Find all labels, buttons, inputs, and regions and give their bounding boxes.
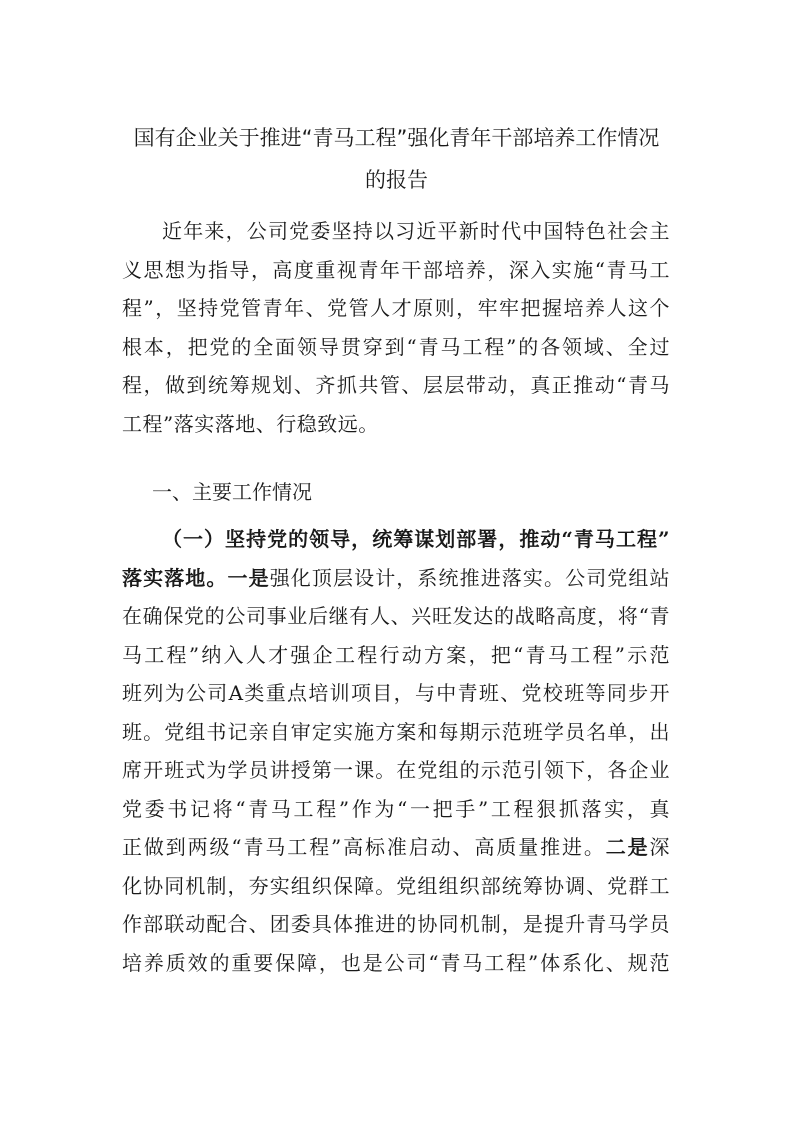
point-marker: 二是 [605,835,650,859]
intro-line: 工程”落实落地、行稳致远。 [122,411,379,436]
intro-line: 近年来，公司党委坚持以习近平新时代中国特色社会主 [162,219,670,243]
paragraph-text: 强化顶层设计，系统推进落实。公司党组站 [269,565,671,590]
paragraph-text: 深 [649,835,670,859]
section-heading: 一、主要工作情况 [152,480,312,504]
paragraph-line: 化协同机制，夯实组织保障。党组组织部统筹协调、党群工 [122,873,670,898]
document-title [110,117,683,201]
paragraph-line [122,828,670,867]
subsection-heading-bold-end: 落实落地。 [122,565,228,590]
paragraph-line: 席开班式为学员讲授第一课。在党组的示范引领下，各企业 [122,758,670,782]
intro-line: 义思想为指导，高度重视青年干部培养，深入实施“青马工 [122,257,670,282]
paragraph-line: 作部联动配合、团委具体推进的协同机制，是提升青马学员 [122,912,670,936]
paragraph-text: 正做到两级“青马工程”高标准启动、高质量推进。 [122,835,606,859]
paragraph-line: 班。党组书记亲自审定实施方案和每期示范班学员名单，出 [122,719,670,744]
intro-line: 根本，把党的全面领导贯穿到“青马工程”的各领域、全过 [122,334,670,359]
intro-paragraph [122,212,670,443]
paragraph-line: 班列为公司A类重点培训项目，与中青班、党校班等同步开 [122,681,670,705]
title-line-1: 国有企业关于推进“青马工程”强化青年干部培养工作情况 [133,126,660,150]
paragraph-line: 马工程”纳入人才强企工程行动方案，把“青马工程”示范 [122,642,670,667]
subsection-heading-line [122,520,670,559]
intro-line: 程，做到统筹规划、齐抓共管、层层带动，真正推动“青马 [122,373,670,397]
paragraph-line [122,559,670,598]
point-marker: 一是 [227,565,270,590]
paragraph-line: 在确保党的公司事业后继有人、兴旺发达的战略高度，将“青 [122,604,670,628]
paragraph-line: 培养质效的重要保障，也是公司“青马工程”体系化、规范 [122,950,670,975]
section-paragraph [122,520,670,982]
paragraph-line: 党委书记将“青马工程”作为“一把手”工程狠抓落实，真 [122,796,670,821]
intro-line: 程”，坚持党管青年、党管人才原则，牢牢把握培养人这个 [122,296,670,320]
subsection-heading-bold: （一）坚持党的领导，统筹谋划部署，推动“青马工程” [162,527,670,551]
title-line-2: 的报告 [365,168,428,192]
